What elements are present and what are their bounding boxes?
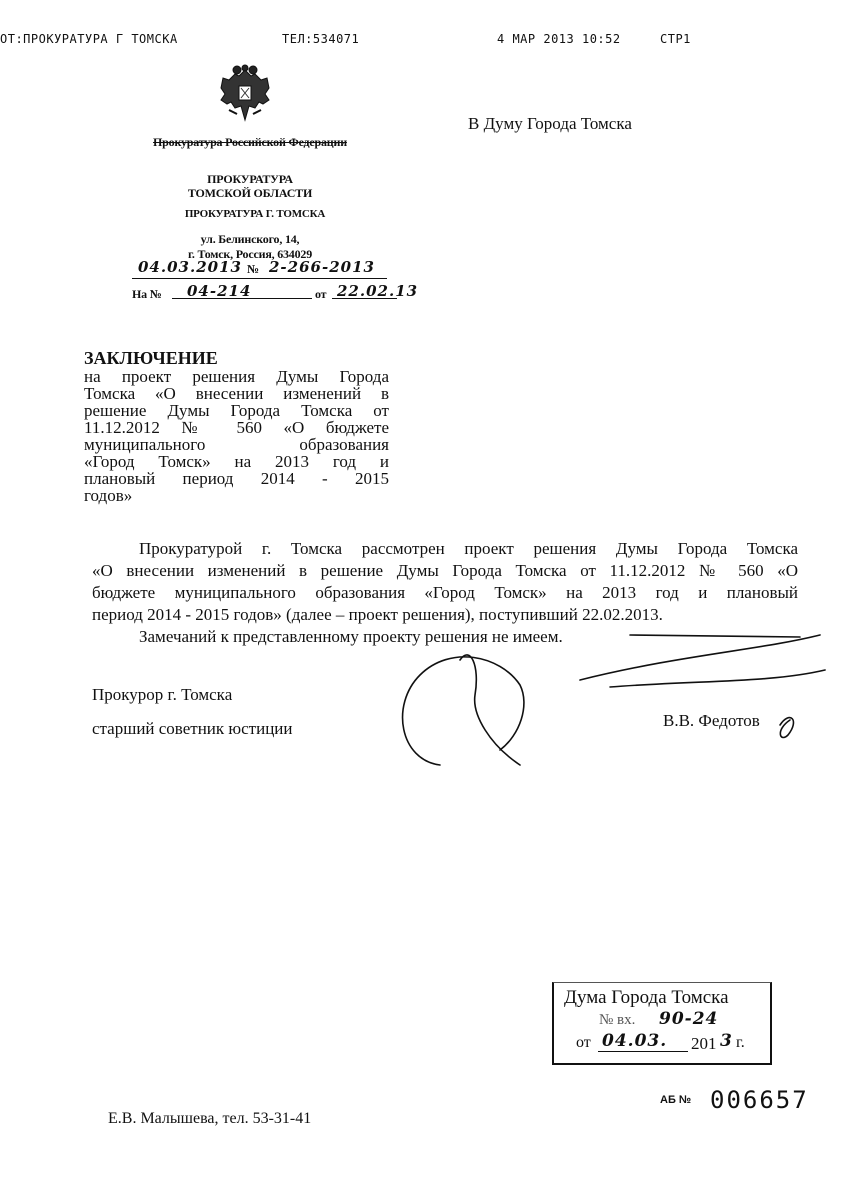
outgoing-date: 04.03.2013 [138,258,242,276]
reference-label: На № [132,287,162,301]
stamp-number-label: № вх. [599,1012,636,1028]
body-paragraph-1 [92,538,798,626]
body-line: бюджете муниципального образования «Город Томск» на 2013 год и плановый [92,583,798,602]
recipient: В Думу Города Томска [468,114,632,133]
stamp-date-row [564,1031,760,1055]
signatory-rank: старший советник юстиции [92,719,293,738]
title-line: решение Думы Города Томска от [84,401,389,420]
body-line: Прокуратурой г. Томска рассмотрен проект решения Думы Города Томска [139,539,798,558]
body-line: «О внесении изменений в решение Думы Города Томска от 11.12.2012 № 560 «О [92,561,798,580]
form-number: 006657 [710,1086,809,1114]
stamp-year-prefix: 201 [691,1034,717,1053]
stamp-date: 04.03. [602,1031,668,1051]
reference-date-label: от [315,287,327,301]
sender-org-region-2: ТОМСКОЙ ОБЛАСТИ [187,186,313,200]
outgoing-number: 2-266-2013 [269,258,375,276]
title-line: 11.12.2012 № 560 «О бюджете [84,418,389,437]
stamp-year-suffix: г. [736,1034,745,1051]
sender-address-city: г. Томск, Россия, 634029 [187,247,313,261]
stamp-incoming-number: 90-24 [659,1009,719,1029]
outgoing-number-label: № [247,262,259,276]
title-line: годов» [84,486,133,505]
sender-org-federation: Прокуратура Российской Федерации [153,135,347,149]
body-paragraph-2: Замечаний к представленному проекту решения не имеем. [139,627,563,646]
fax-page: СТР1 [660,32,691,46]
incoming-stamp [552,982,772,1065]
handwritten-signature-icon [380,625,830,775]
form-number-label: АБ № [660,1094,692,1106]
stamp-date-label: от [576,1034,591,1051]
title-line: на проект решения Думы Города [84,367,389,386]
fax-phone: ТЕЛ:534071 [282,32,360,46]
title-line: муниципального образования [84,435,389,454]
outgoing-registration-line [132,258,387,279]
stamp-incoming-number-row [564,1009,760,1031]
reference-line [132,282,419,302]
title-subject [84,368,389,504]
title-line: Томска «О внесении изменений в [84,384,389,403]
signatory-name: В.В. Федотов [663,711,760,730]
document-title: ЗАКЛЮЧЕНИЕ [84,348,218,368]
body-line: период 2014 - 2015 годов» (далее – проект решения), поступивший 22.02.2013. [92,605,663,624]
sender-address-street: ул. Белинского, 14, [200,232,300,246]
executor-contact: Е.В. Малышева, тел. 53-31-41 [108,1110,312,1127]
sender-org-region-1: ПРОКУРАТУРА [207,172,293,186]
stamp-year-digit: 3 [720,1031,733,1051]
coat-of-arms-icon [215,64,275,126]
signatory-position: Прокурор г. Томска [92,685,233,704]
fax-sender: ОТ:ПРОКУРАТУРА Г ТОМСКА [0,32,178,46]
title-line: «Город Томск» на 2013 год и [84,452,389,471]
fax-datetime: 4 МАР 2013 10:52 [497,32,621,46]
reference-number: 04-214 [187,282,252,300]
reference-date: 22.02.13 [337,282,419,300]
title-line: плановый период 2014 - 2015 [84,469,389,488]
sender-org-city: ПРОКУРАТУРА Г. ТОМСКА [184,208,326,220]
stamp-org: Дума Города Томска [564,987,729,1008]
